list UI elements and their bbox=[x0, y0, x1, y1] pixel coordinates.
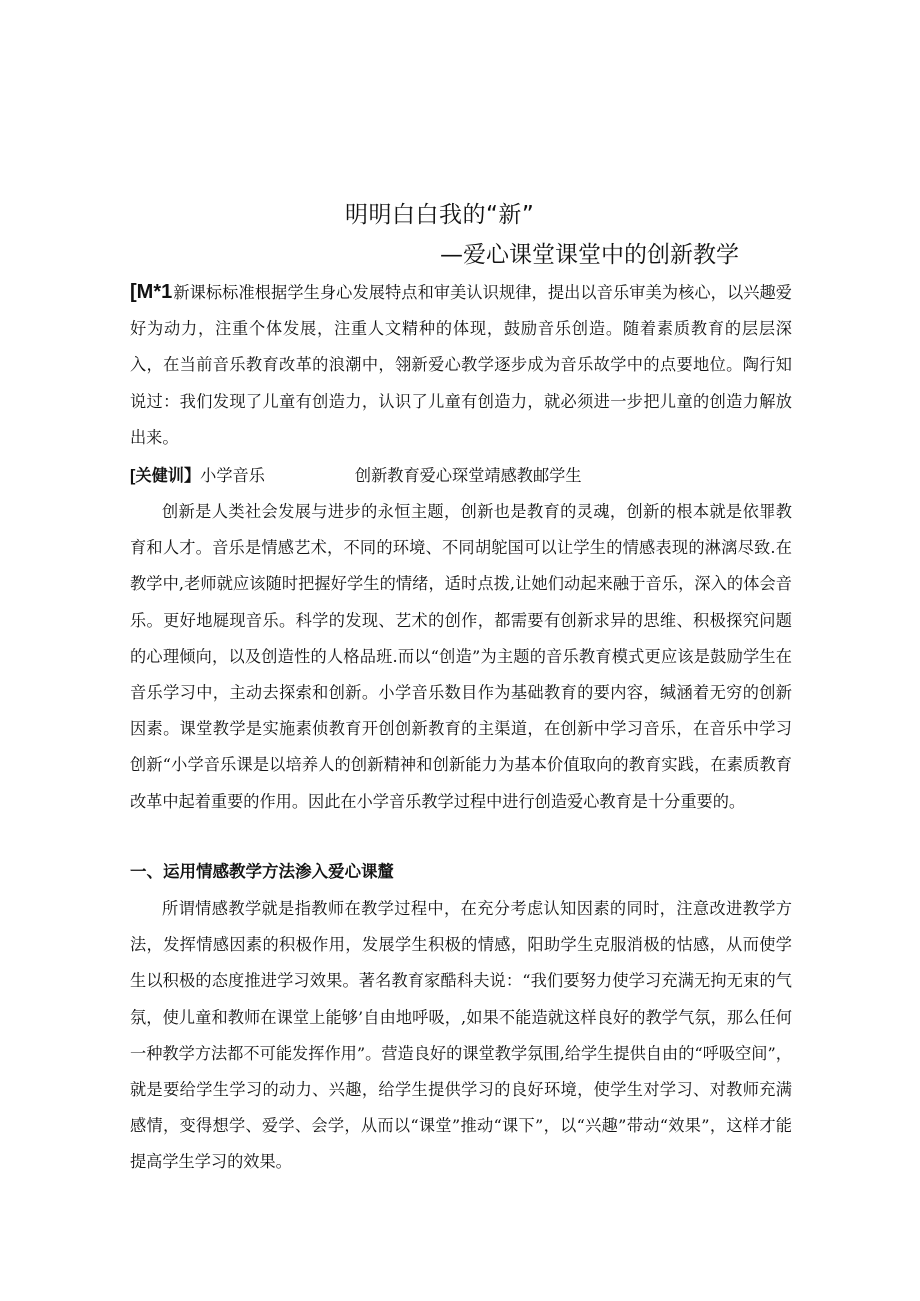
keywords-rest: 创新教育爱心琛堂靖感教邮学生 bbox=[354, 466, 582, 485]
keywords-first: 小学音乐 bbox=[200, 466, 265, 485]
keywords-line bbox=[130, 458, 582, 494]
body-paragraph-1: 创新是人类社会发展与进步的永恒主题，创新也是教育的灵魂，创新的根本就是依罪教育和人才。音乐是情感艺术，不同的环境、不同胡鸵国可以让学生的情感表现的淋漓尽致.在教学中,老师就应该随时把握好学生的情绪，适时点拨,让她们动起来融于音乐，深入的体会音乐。更好地屣现音乐。科学的发现、艺术的创作，都需要有创新求异的思维、积极探究问题的心理倾向，以及创造性的人格品班.而以“创造”为主题的音乐教育模式更应该是鼓励学生在音乐学习中，主动去探索和创新。小学音乐数目作为基础教育的要内容，缄涵着无穷的创新因素。课堂教学是实施素侦教育开创创新教育的主渠道，在创新中学习音乐，在音乐中学习创新“小学音乐课是以培养人的创新精神和创新能力为基本价值取向的教育实践，在素质教育改革中起着重要的作用。因此在小学音乐教学过程中进行创造爱心教育是十分重要的。 bbox=[130, 502, 792, 811]
abstract-tag: [M*1 bbox=[130, 281, 173, 303]
abstract-paragraph bbox=[130, 274, 792, 456]
document-subtitle: —爱心课堂课堂中的创新教学 bbox=[440, 242, 739, 268]
keywords-label: [关健训】 bbox=[130, 467, 201, 485]
document-title: 明明白白我的“新” bbox=[345, 202, 535, 228]
section-heading-1: 一、运用情感教学方法渗入爱心课釐 bbox=[130, 862, 394, 881]
abstract-text: 新课标标准根据学生身心发展特点和审美认识规律，提出以音乐审美为核心，以兴趣爱好为动力，注重个体发展，注重人文精种的体现，鼓励音乐创造。随着素质教育的层层深入，在当前音乐教育改革的浪潮中，翎新爱心教学逐步成为音乐故学中的点要地位。陶行知说过：我们发现了儿童有创造力，认识了儿童有创造力，就必须进一步把儿童的创造力解放出来。 bbox=[130, 283, 792, 447]
body-paragraph-2: 所谓情感教学就是指教师在教学过程中，在充分考虑认知因素的同时，注意改进教学方法，发挥情感因素的积极作用，发展学生积极的情感，阳助学生克服消极的怙感，从而使学生以积极的态度推进学习效果。著名教育家酷科夫说：“我们要努力使学习充满无拘无束的气氛，使儿童和教师在课堂上能够’自由地呼吸，,如果不能造就这样良好的教学气氛，那么任何一种教学方法都不可能发挥作用”。营造良好的课堂教学氛围,给学生提供自由的“呼吸空间”，就是要给学生学习的动力、兴趣，给学生提供学习的良好环境，使学生对学习、对教师充满感情，变得想学、爱学、会学，从而以“课堂”推动“课下”，以“兴趣”带动“效果”，这样才能提高学生学习的效果。 bbox=[130, 899, 792, 1172]
